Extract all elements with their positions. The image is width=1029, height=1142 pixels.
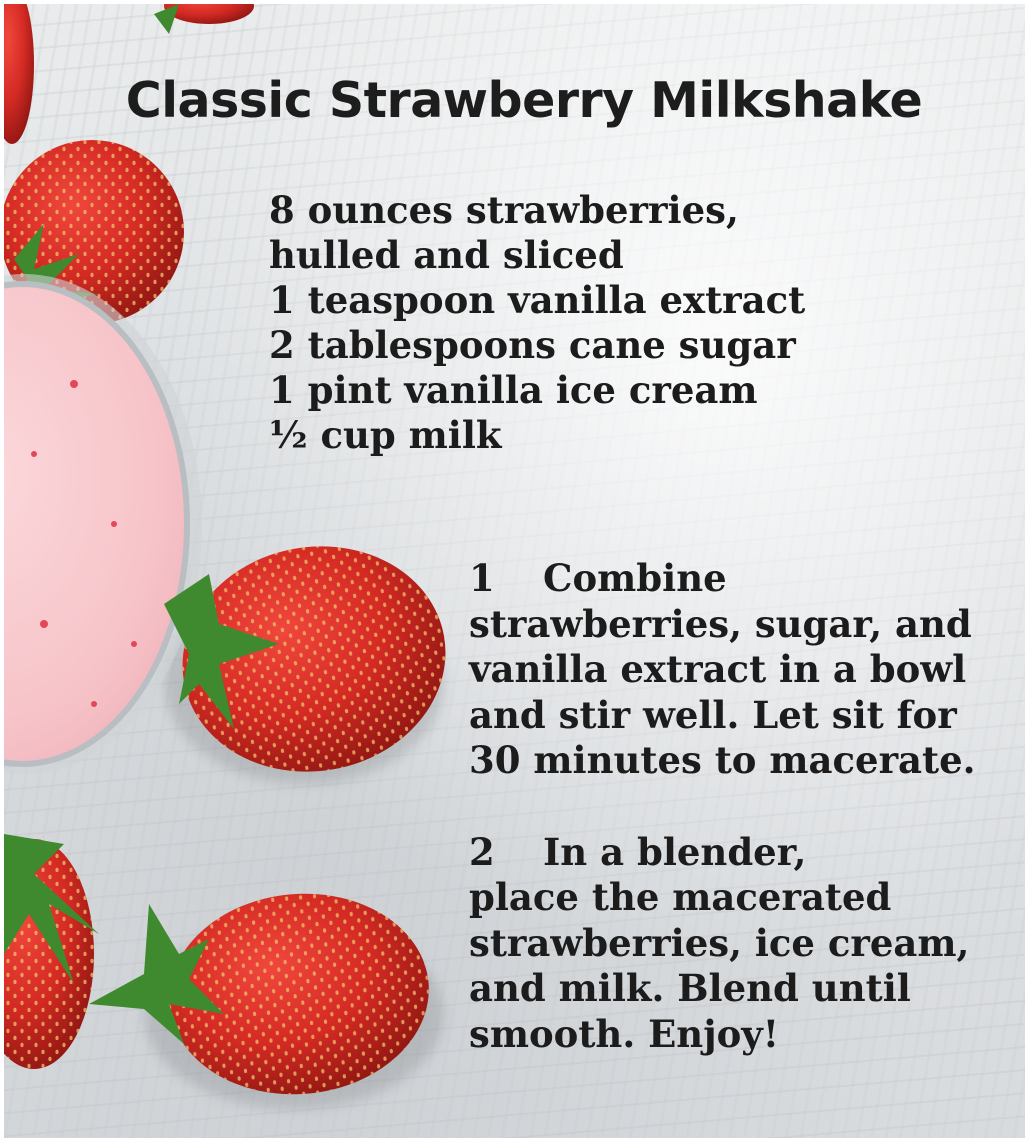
recipe-card — [4, 4, 1025, 1138]
recipe-title: Classic Strawberry Milkshake — [125, 72, 923, 129]
ingredient-item: hulled and sliced — [269, 233, 624, 277]
step-text: place the macerated strawberries, ice cream, and milk. Blend until smooth. Enjoy! — [469, 875, 970, 1056]
instruction-step — [469, 830, 1009, 1058]
step-text: strawberries, sugar, and vanilla extract in a bowl and stir well. Let sit for 30 minutes to macerate. — [469, 601, 976, 782]
ingredient-item: 1 teaspoon vanilla extract — [269, 278, 806, 322]
strawberry-bottom-left-image — [4, 834, 99, 1069]
step-first-line: In a blender, — [543, 829, 807, 874]
ingredient-item: ½ cup milk — [269, 413, 502, 457]
ingredient-item: 2 tablespoons cane sugar — [269, 323, 796, 367]
ingredient-item: 1 pint vanilla ice cream — [269, 368, 758, 412]
instructions-list — [469, 556, 1009, 1103]
step-number: 2 — [469, 829, 495, 874]
step-first-line: Combine — [543, 556, 727, 600]
ingredients-list — [269, 188, 869, 458]
instruction-step — [469, 556, 1009, 784]
step-number: 1 — [469, 556, 495, 600]
strawberry-top-image — [154, 4, 254, 34]
ingredient-item: 8 ounces strawberries, — [269, 188, 739, 232]
